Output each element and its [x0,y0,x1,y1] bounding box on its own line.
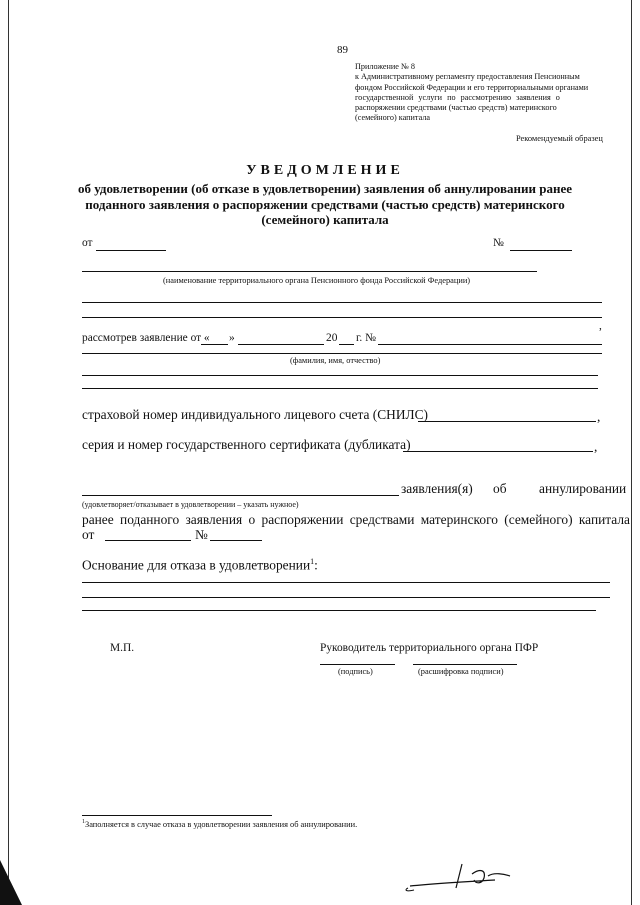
refusal-basis-field[interactable] [82,582,610,583]
month-field[interactable] [238,344,324,345]
fio-caption: (фамилия, имя, отчество) [290,356,381,365]
comma: , [594,439,598,454]
scan-edge-right [631,0,632,905]
annex-block [355,62,605,124]
subtitle-line: об удовлетворении (об отказе в удовлетворении) заявления об аннулировании ранее [78,181,572,196]
refusal-basis-text: Основание для отказа в удовлетворении [82,557,311,573]
decision-field[interactable] [82,495,399,496]
from-date-field[interactable] [105,540,191,541]
signature-decode-caption: (расшифровка подписи) [418,667,504,676]
blank-line[interactable] [82,375,598,376]
decision-word: об [493,481,507,496]
blank-line[interactable] [82,610,596,611]
number-field[interactable] [510,250,572,251]
app-number-field[interactable] [378,344,602,345]
app-number-label: г. № [356,332,376,344]
from-label: от [82,237,93,249]
org-name-caption: (наименование территориального органа Пенсионного фонда Российской Федерации) [163,276,471,285]
notice-title: УВЕДОМЛЕНИЕ [246,163,404,178]
comma: , [597,409,601,424]
colon: : [314,557,318,573]
number-label-2: № [195,527,208,542]
scan-corner-mark [0,860,22,905]
snils-label: страховой номер индивидуального лицевого счета (СНИЛС) [82,407,428,422]
signature-decode-field[interactable] [413,664,517,665]
footnote-ref: 1 [310,557,315,566]
from-label-2: от [82,527,95,542]
considered-label: рассмотрев заявление от « [82,332,210,344]
footnote-text: Заполняется в случае отказа в удовлетворении заявления об аннулировании. [85,819,358,829]
date-field[interactable] [96,250,166,251]
day-field[interactable] [201,344,228,345]
blank-line[interactable] [82,317,602,318]
annex-title: Приложение № 8 [355,62,415,71]
org-name-field[interactable] [82,271,537,272]
blank-line[interactable] [82,388,598,389]
scan-edge-left [8,0,9,905]
signature-field[interactable] [320,664,395,665]
decision-caption: (удовлетворяет/отказывает в удовлетворении – указать нужное) [82,500,299,509]
refusal-basis-label [82,557,318,573]
number-label: № [493,237,504,249]
earlier-application: ранее поданного заявления о распоряжении средствами материнского (семейного) капитала [82,512,630,527]
stamp-place: М.П. [110,642,135,654]
recommended-sample: Рекомендуемый образец [516,134,603,143]
subtitle-line: поданного заявления о распоряжении средствами (частью средств) материнского [85,196,565,212]
subtitle-line: (семейного) капитала [261,212,389,227]
annex-line: фондом Российской Федерации и его территориальными органами [355,82,589,92]
close-quote: » [229,332,235,344]
footnote-mark: 1 [82,819,85,825]
handwritten-signature [400,858,540,894]
annex-line: распоряжении средствами (частью средств) материнского [355,103,557,113]
year-field[interactable] [339,344,354,345]
footnote [82,819,357,829]
head-title: Руководитель территориального органа ПФР [320,642,539,654]
signature-caption: (подпись) [338,667,373,676]
certificate-label: серия и номер государственного сертификата (дубликата) [82,437,411,452]
page-number: 89 [337,44,348,56]
footnote-separator [82,815,272,816]
annex-line: к Административному регламенту предоставления Пенсионным [355,72,580,82]
fio-field[interactable] [82,353,602,354]
year-prefix: 20 [326,332,338,344]
certificate-field[interactable] [403,451,593,452]
notice-subtitle [60,181,590,228]
snils-field[interactable] [418,421,596,422]
annex-line: государственной услуги по рассмотрению заявления о [355,92,560,102]
blank-line[interactable] [82,302,602,303]
annex-line: (семейного) капитала [355,113,431,123]
decision-word: заявления(я) [401,481,473,496]
decision-word: аннулировании [539,481,627,496]
from-number-field[interactable] [210,540,262,541]
blank-line[interactable] [82,597,610,598]
comma: , [599,320,602,332]
